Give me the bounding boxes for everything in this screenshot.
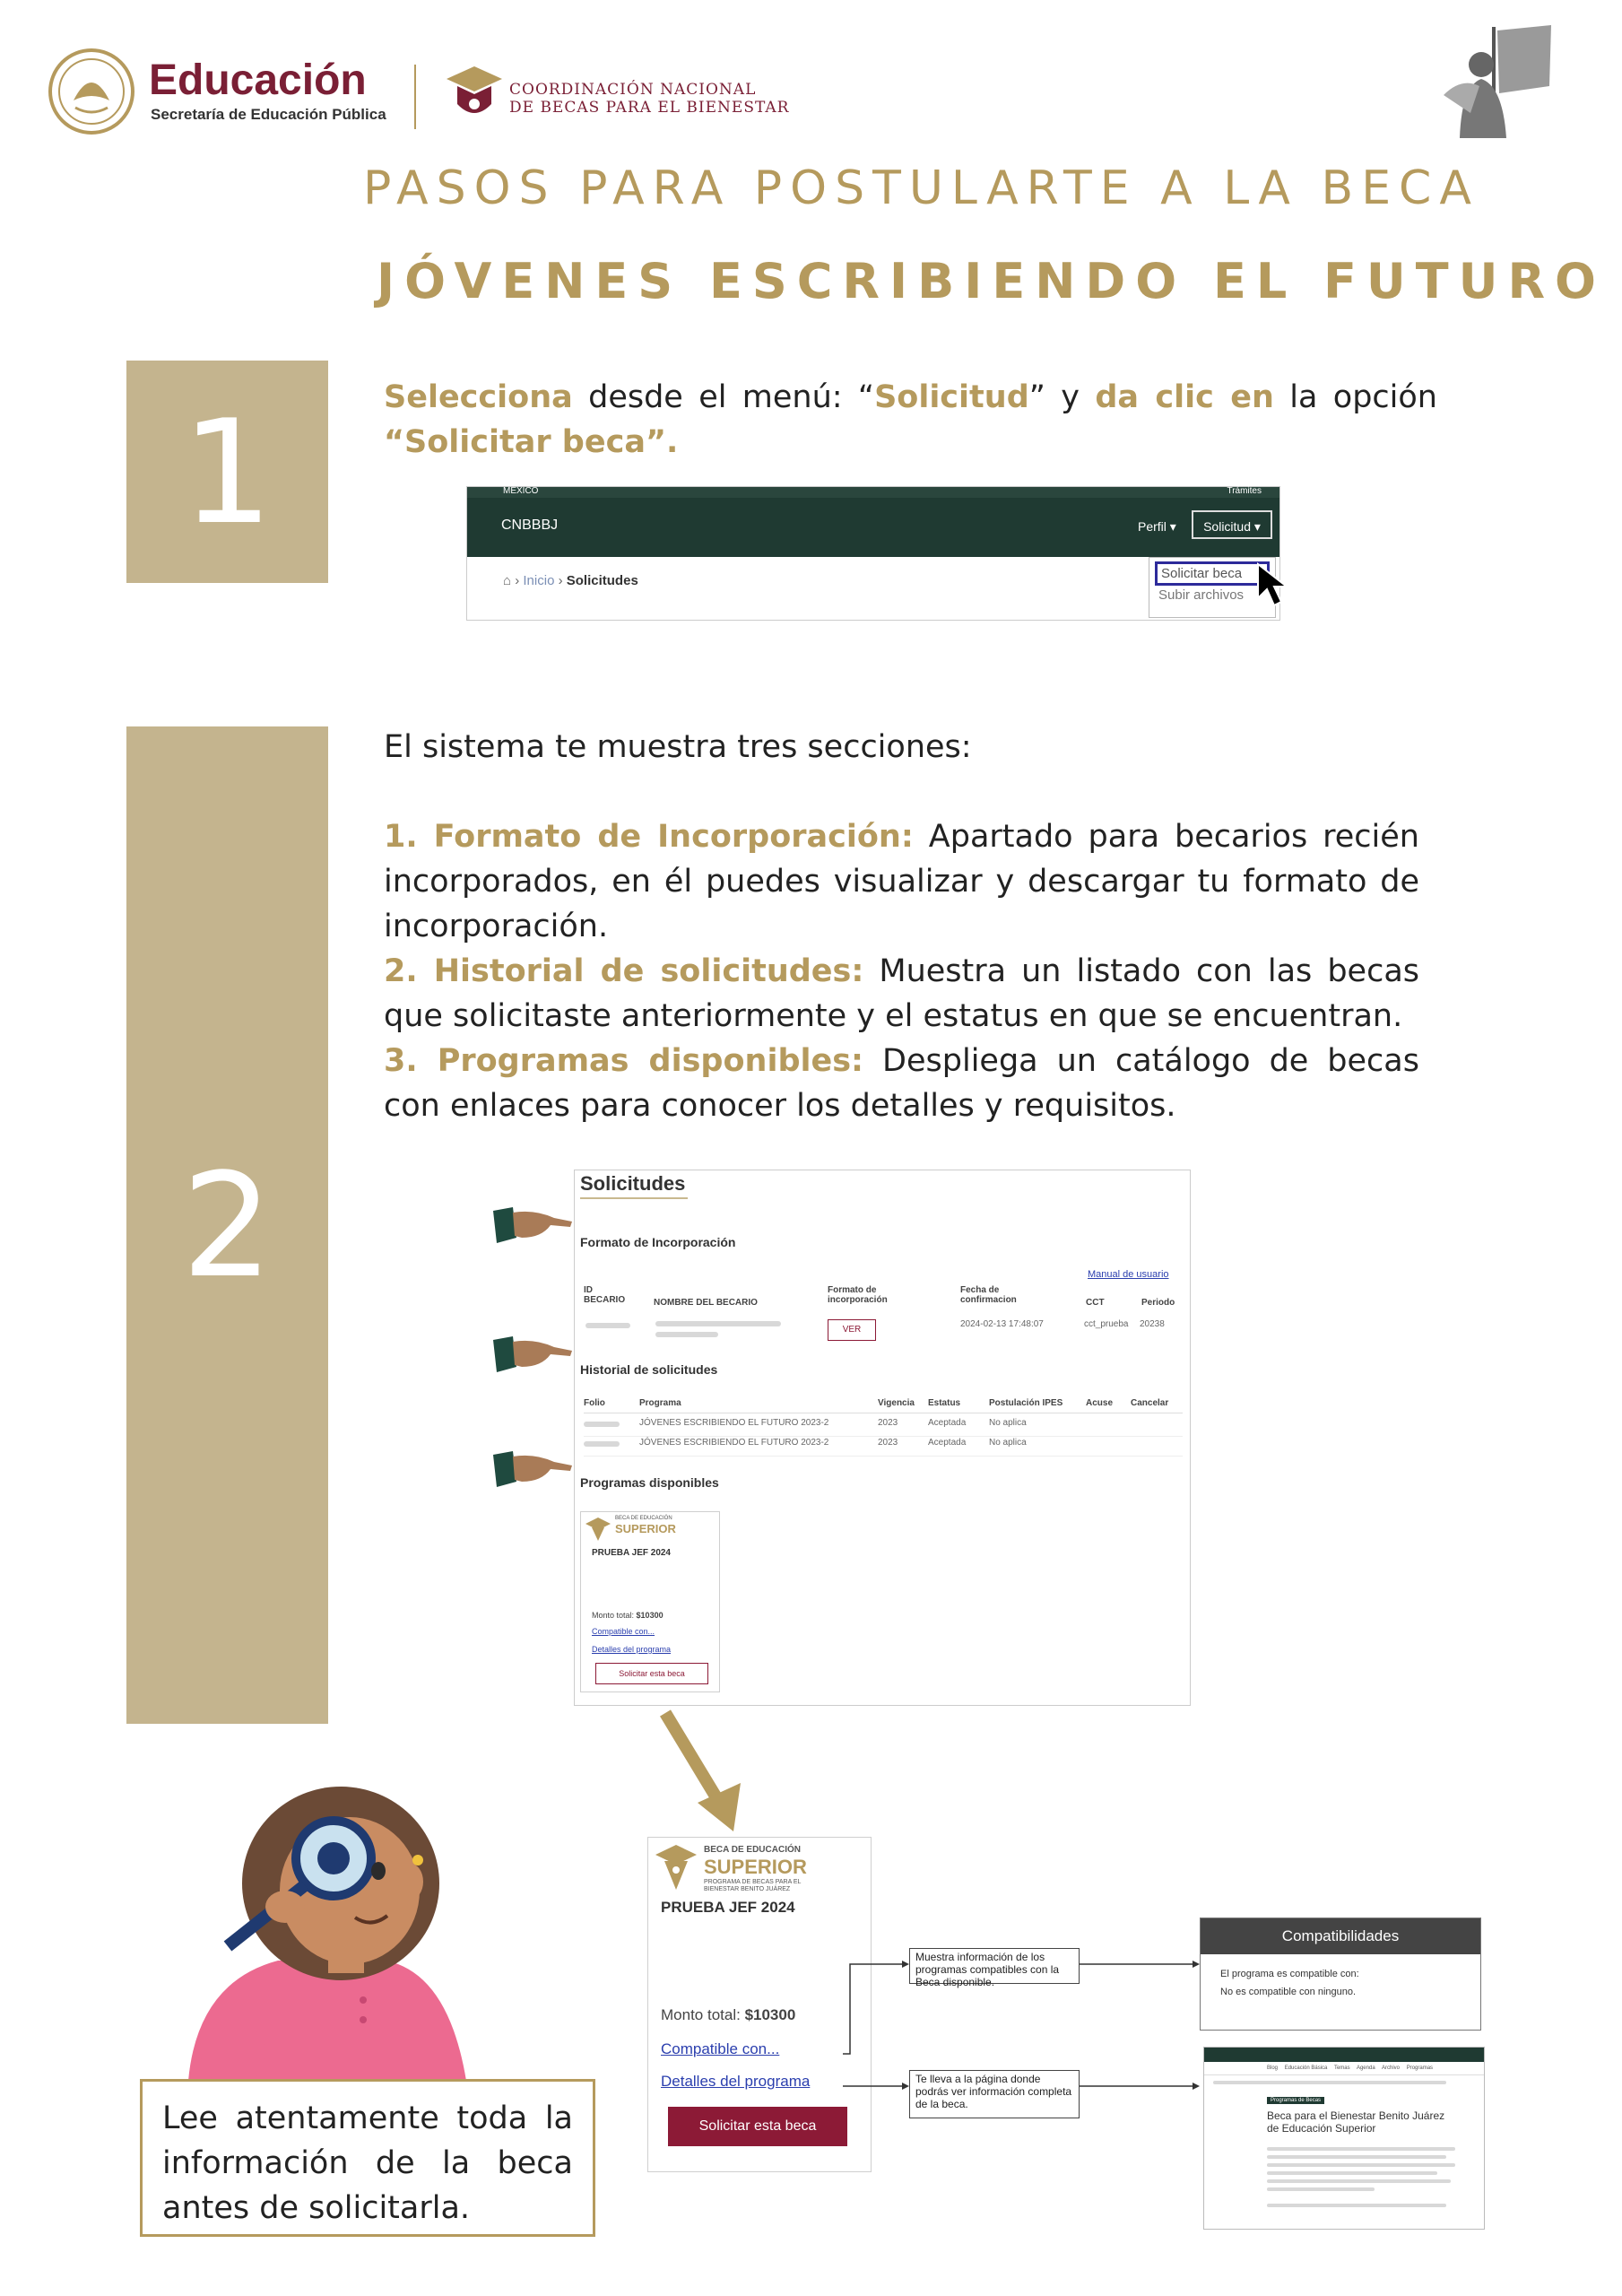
step-2-item-2: 2. Historial de solicitudes: Muestra un listado con las becas que solicitaste anteriormente y el estatus en que se encuentran. (384, 953, 1419, 1034)
solicitudes-title: Solicitudes (580, 1172, 686, 1195)
table2-row: JÓVENES ESCRIBIENDO EL FUTURO 2023-2 2023 Aceptada No aplica (584, 1438, 1183, 1457)
breadcrumb: ⌂ › Inicio › Solicitudes (503, 573, 638, 588)
table2-header: Folio Programa Vigencia Estatus Postulación IPES Acuse Cancelar (584, 1398, 1183, 1413)
compatible-link[interactable]: Compatible con... (592, 1627, 655, 1636)
pointing-hand-icon (491, 1449, 574, 1491)
details-nav: Blog Educación Básica Temas Agenda Archivo Programas (1204, 2062, 1484, 2075)
section-historial-solicitudes: Historial de solicitudes (580, 1362, 718, 1377)
compatible-link[interactable]: Compatible con... (661, 2040, 780, 2057)
reading-tip-text: Lee atentamente toda la información de la beca antes de solicitarla. (162, 2100, 573, 2226)
badge-main: SUPERIOR (615, 1522, 676, 1535)
graduation-pen-icon (585, 1516, 612, 1543)
badge-sub: PROGRAMA DE BECAS PARA EL BIENESTAR BENITO JUÁREZ (704, 1879, 802, 1892)
graduation-pen-icon (654, 1843, 698, 1892)
details-page-panel (1203, 2047, 1485, 2230)
step-1-screenshot (466, 486, 1280, 621)
ver-button[interactable]: VER (828, 1319, 876, 1341)
pointing-hand-icon (491, 1335, 574, 1376)
section-programas-disponibles: Programas disponibles (580, 1475, 719, 1490)
breadcrumb-current: Solicitudes (566, 573, 638, 588)
table2-row: JÓVENES ESCRIBIENDO EL FUTURO 2023-2 2023 Aceptada No aplica (584, 1418, 1183, 1437)
top-strip: MÉXICO Trámites (467, 487, 1279, 498)
program-name: PRUEBA JEF 2024 (661, 1899, 795, 1916)
detalles-link[interactable]: Detalles del programa (661, 2073, 811, 2090)
step-1-instruction: Selecciona desde el menú: “Solicitud” y da clic en la opción “Solicitar beca”. (384, 379, 1437, 460)
compat-line1: El programa es compatible con: (1220, 1969, 1359, 1979)
heroine-flag-illustration (1435, 23, 1560, 140)
blurred-name (655, 1321, 781, 1326)
step-1-number: 1 (181, 387, 273, 556)
monto-total: Monto total: $10300 (661, 2006, 796, 2023)
reading-tip-box (140, 2079, 595, 2237)
graduation-cap-icon (445, 63, 504, 126)
solicitar-beca-button[interactable]: Solicitar esta beca (595, 1663, 708, 1684)
program-card-large (647, 1837, 872, 2172)
cct-value: cct_prueba (1084, 1319, 1129, 1329)
title-underline (580, 1197, 688, 1199)
monto-total: Monto total: $10300 (592, 1611, 664, 1620)
header-divider (414, 65, 416, 129)
detalles-link[interactable]: Detalles del programa (592, 1645, 672, 1654)
brand-subtitle: Secretaría de Educación Pública (151, 106, 386, 123)
page-title-line2: JÓVENES ESCRIBIENDO EL FUTURO (377, 253, 1606, 309)
step-2-number: 2 (181, 1141, 273, 1309)
home-icon[interactable]: ⌂ › (503, 573, 524, 588)
step-2-intro: El sistema te muestra tres secciones: (384, 729, 972, 765)
details-title: Beca para el Bienestar Benito Juárez de Educación Superior (1267, 2109, 1445, 2135)
coordination-name: COORDINACIÓN NACIONAL DE BECAS PARA EL BIENESTAR (509, 81, 790, 117)
step-1-box (126, 361, 328, 583)
breadcrumb-home[interactable]: Inicio (523, 573, 555, 588)
step-2-item-3: 3. Programas disponibles: Despliega un catálogo de becas con enlaces para conocer los detalles y requisitos. (384, 1043, 1419, 1124)
arrow-down-right-icon (658, 1709, 748, 1835)
table1-header: ID BECARIO NOMBRE DEL BECARIO Formato de incorporación Fecha de confirmacion CCT Periodo (584, 1285, 1175, 1308)
compat-header: Compatibilidades (1201, 1918, 1480, 1954)
details-topbar (1204, 2048, 1484, 2062)
periodo-value: 20238 (1140, 1319, 1165, 1329)
solicitar-beca-button[interactable]: Solicitar esta beca (668, 2107, 847, 2146)
step-2-text (384, 725, 1419, 1128)
manual-usuario-link[interactable]: Manual de usuario (1088, 1269, 1169, 1280)
badge-main: SUPERIOR (704, 1856, 807, 1878)
step-2-item-1: 1. Formato de Incorporación: Apartado para becarios recién incorporados, en él puedes visualizar y descargar tu formato de incorporación. (384, 819, 1419, 944)
mouse-cursor-icon (1256, 562, 1296, 609)
blurred-id (585, 1323, 630, 1328)
menu-solicitud[interactable]: Solicitud ▾ (1192, 510, 1272, 539)
compat-line2: No es compatible con ninguno. (1220, 1987, 1357, 1997)
navbar-brand[interactable]: CNBBBJ (501, 517, 559, 533)
page-title-line1: PASOS PARA POSTULARTE A LA BECA (363, 161, 1479, 215)
girl-magnifier-illustration (179, 1785, 565, 2081)
dropdown-subir-archivos[interactable]: Subir archivos (1158, 587, 1245, 603)
badge-top: BECA DE EDUCACIÓN (704, 1845, 801, 1855)
badge-top: BECA DE EDUCACIÓN (615, 1516, 672, 1521)
header (0, 0, 1622, 152)
callout-compatible: Muestra información de los programas compatibles con la Beca disponible. (909, 1948, 1080, 1984)
details-badge: Programas de Becas (1267, 2097, 1324, 2104)
section-formato-incorporacion: Formato de Incorporación (580, 1235, 736, 1249)
blurred-name-2 (655, 1332, 718, 1337)
program-card-small (580, 1511, 720, 1692)
navbar (467, 498, 1279, 557)
step-2-box (126, 726, 328, 1724)
program-name: PRUEBA JEF 2024 (592, 1548, 671, 1558)
fecha-confirmacion: 2024-02-13 17:48:07 (960, 1319, 1044, 1329)
pointing-hand-icon (491, 1205, 574, 1247)
dropdown-solicitar-beca[interactable]: Solicitar beca (1155, 561, 1270, 586)
brand-title: Educación (149, 57, 367, 104)
callout-detalles: Te lleva a la página donde podrás ver información completa de la beca. (909, 2070, 1080, 2118)
mexico-seal-icon (47, 47, 136, 136)
compatibilidades-panel (1200, 1918, 1481, 2031)
menu-perfil[interactable]: Perfil ▾ (1138, 519, 1176, 534)
solicitudes-screenshot (574, 1170, 1191, 1706)
